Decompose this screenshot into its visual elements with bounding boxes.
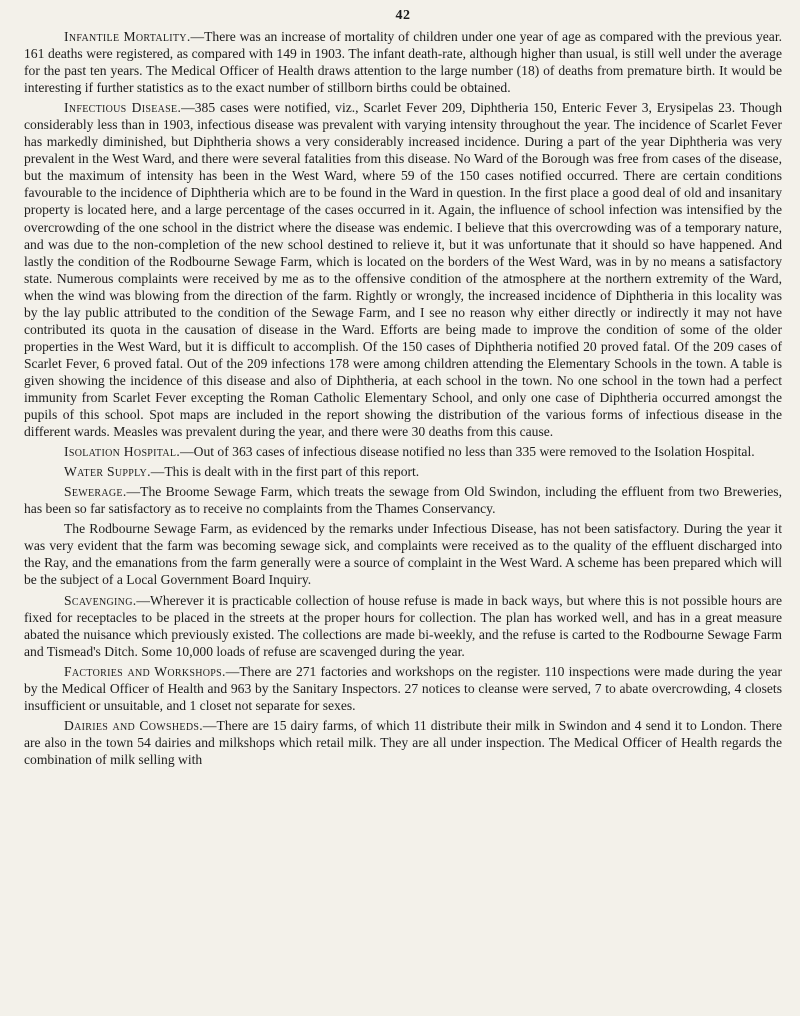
- paragraph-text: —There was an increase of mortality of children under one year of age as compared with the previous year. 161 deaths were registered, as compared with 149 in 1903. The infant death-rate, although higher than usual, is still well under the average for the past ten years. The Medical Officer of Health draws attention to the large number (18) of deaths from premature birth. It would be interesting if further statistics as to the exact number of stillborn births could be obtained.: [24, 29, 783, 96]
- paragraph-text: —There are 15 dairy farms, of which 11 distribute their milk in Swindon and 4 send it to London. There are also in the town 54 dairies and milkshops which retail milk. They are all under inspection. The Medical Officer of Health regards the combination of milk selling with: [24, 717, 782, 767]
- paragraph-text: —Wherever it is practicable collection of house refuse is made in back ways, but where this is not possible hours are fixed for receptacles to be placed in the streets at the proper hours for collection. The plan has worked well, and has in a great measure abated the nuisance which previously existed. The collections are made bi-weekly, and the refuse is carted to the Rodbourne Sewage Farm and Tismead's Ditch. Some 10,000 loads of refuse are scavenged during the year.: [24, 592, 782, 659]
- section-heading: Infantile Mortality.: [64, 29, 191, 44]
- isolation-hospital-paragraph: [24, 443, 782, 460]
- paragraph-text: —The Broome Sewage Farm, which treats the sewage from Old Swindon, including the effluent from two Breweries, has been so far satisfactory as to receive no complaints from the Thames Conservancy.: [24, 484, 782, 517]
- section-heading: Infectious Disease.: [64, 100, 182, 116]
- infectious-disease-paragraph: [24, 99, 782, 440]
- paragraph-text: —There are 271 factories and workshops on the register. 110 inspections were made during the year by the Medical Officer of Health and 963 by the Sanitary Inspectors. 27 notices to cleanse were served, 7 to abate overcrowding, 4 closets insufficient or unsuitable, and 1 closet not separate for sexes.: [24, 663, 782, 713]
- paragraph-text: The Rodbourne Sewage Farm, as evidenced by the remarks under Infectious Disease, has not been satisfactory. During the year it was very evident that the farm was becoming sewage sick, and complaints were received as to the quality of the effluent discharged into the Ray, and the emanations from the farm generally were a source of complaint in the West Ward. A scheme has been prepared which will be the subject of a Local Government Board Inquiry.: [24, 521, 782, 588]
- paragraph-text: —Out of 363 cases of infectious disease notified no less than 335 were removed to the Isolation Hospital.: [180, 444, 755, 460]
- section-heading: Water Supply.: [64, 464, 151, 480]
- infantile-mortality-paragraph: [24, 28, 782, 96]
- paragraph-text: —This is dealt with in the first part of this report.: [150, 464, 420, 480]
- section-heading: Dairies and Cowsheds.: [64, 717, 203, 733]
- sewerage-paragraph: [24, 483, 782, 517]
- water-supply-paragraph: [24, 463, 782, 480]
- section-heading: Isolation Hospital.: [64, 444, 181, 460]
- dairies-cowsheds-paragraph: [24, 717, 782, 768]
- paragraph-text: —385 cases were notified, viz., Scarlet Fever 209, Diphtheria 150, Enteric Fever 3, Erysipelas 23. Though considerably less than in 1903, infectious disease was prevalent with varying intensity throughout the year. The incidence of Scarlet Fever has markedly diminished, but Diphtheria shows a very considerably increased incidence. During a part of the year Diphtheria was very prevalent in the West Ward, and there were several fatalities from this disease. No Ward of the Borough was free from cases of the disease, but the maximum of intensity has been in the West Ward, where 59 of the 150 cases notified occurred. There are certain conditions favourable to the incidence of Diphtheria which are to be found in the Ward in question. In the first place a good deal of old and insanitary property is located here, and a large percentage of the cases occurred in it. Again, the influence of school infection was intensified by the overcrowding of the one school in the district where the disease was endemic. I believe that this overcrowding was of a temporary nature, and was due to the non-completion of the new school destined to relieve it, but it was unfortunate that it should so have happened. And lastly the condition of the Rodbourne Sewage Farm, which is located on the borders of the West Ward, was in by no means a satisfactory state. Numerous complaints were received by me as to the offensive condition of the atmosphere at the northern extremity of the Ward, when the wind was blowing from the direction of the farm. Rightly or wrongly, the increased incidence of Diphtheria in this locality was by the lay public attributed to the condition of the Sewage Farm, and I see no reason why either directly or indirectly it may not have contributed its quota in the causation of disease in the Ward. Efforts are being made to improve the condition of some of the older properties in the West Ward, but it is difficult to accomplish. Of the 150 cases of Diphtheria notified 20 proved fatal. Of the 209 cases of Scarlet Fever, 6 proved fatal. Out of the 209 infections 178 were among children attending the Elementary Schools in the town. A table is given showing the incidence of this disease and also of Diphtheria, at each school in the town. No one school in the town had a perfect immunity from Scarlet Fever excepting the Roman Catholic Elementary School, and only one case of Diphtheria occurred amongst the pupils of this school. Spot maps are included in the report showing the distribution of the various forms of infectious disease in the different wards. Measles was prevalent during the year, and there were 30 deaths from this cause.: [24, 100, 782, 440]
- scavenging-paragraph: [24, 592, 782, 660]
- section-heading: Factories and Workshops.: [64, 663, 226, 679]
- section-heading: Scavenging.: [64, 592, 137, 608]
- factories-workshops-paragraph: [24, 663, 782, 714]
- page-number: 42: [395, 8, 411, 23]
- rodbourne-sewage-farm-paragraph: [24, 520, 782, 588]
- section-heading: Sewerage.: [64, 484, 127, 500]
